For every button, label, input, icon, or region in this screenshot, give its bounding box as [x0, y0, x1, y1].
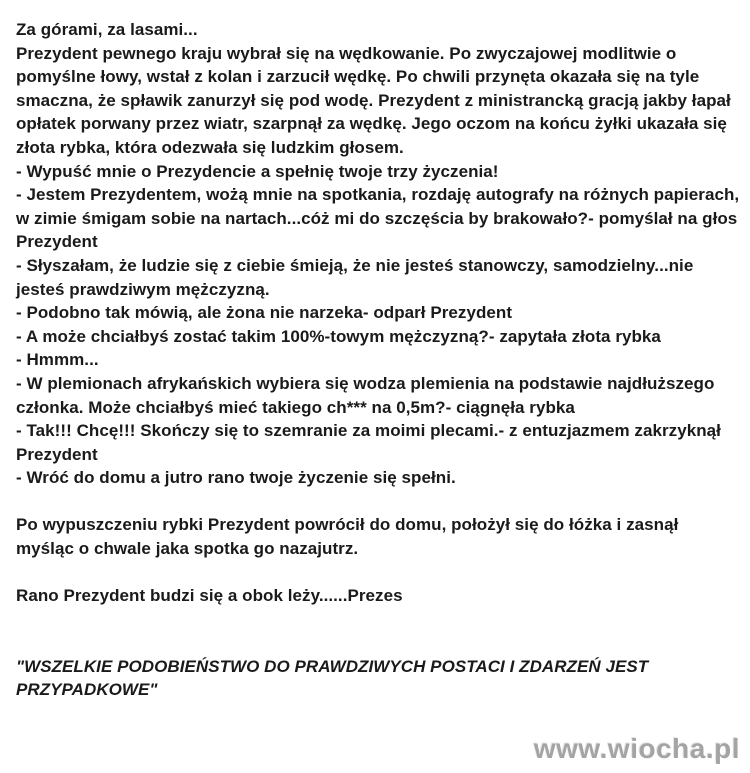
dialogue-line: - W plemionach afrykańskich wybiera się wodza plemienia na podstawie najdłuższego członka. Może chciałbyś mieć takiego ch*** na 0,5m?- ciągnęła rybka	[16, 373, 715, 417]
joke-text-document	[16, 18, 741, 702]
paragraph-spacer	[16, 608, 741, 655]
dialogue-line: - A może chciałbyś zostać takim 100%-towym mężczyzną?- zapytała złota rybka	[16, 326, 661, 346]
dialogue-line: - Hmmm...	[16, 350, 99, 370]
paragraph-spacer	[16, 490, 741, 514]
dialogue-line: - Tak!!! Chcę!!! Skończy się to szemranie za moimi plecami.- z entuzjazmem zakrzyknął Prezydent	[16, 421, 721, 464]
paragraph-spacer	[16, 561, 741, 585]
story-title: Za górami, za lasami...	[16, 20, 198, 39]
dialogue-line: - Wróć do domu a jutro rano twoje życzenie się spełni.	[16, 468, 456, 488]
site-watermark: www.wiocha.pl	[533, 733, 740, 764]
dialogue-line: - Podobno tak mówią, ale żona nie narzeka- odparł Prezydent	[16, 303, 513, 323]
punchline-paragraph: Rano Prezydent budzi się a obok leży......Prezes	[16, 586, 403, 606]
dialogue-line: - Jestem Prezydentem, wożą mnie na spotkania, rozdaję autografy na różnych papierach, w zimie śmigam sobie na nartach...cóż mi do szczęścia by brakowało?- pomyślał na głos Prezydent	[16, 185, 740, 252]
disclaimer-text: "WSZELKIE PODOBIEŃSTWO DO PRAWDZIWYCH POSTACI I ZDARZEŃ JEST PRZYPADKOWE"	[16, 656, 649, 700]
after-release-paragraph: Po wypuszczeniu rybki Prezydent powrócił do domu, położył się do łóżka i zasnął myśląc o chwale jaka spotka go nazajutrz.	[16, 515, 679, 559]
story-intro-paragraph: Prezydent pewnego kraju wybrał się na wędkowanie. Po zwyczajowej modlitwie o pomyślne łowy, wstał z kolan i zarzucił wędkę. Po chwili przynęta okazała się na tyle smaczna, że spławik zanurzył się pod wodę. Prezydent z ministrancką gracją jakby łapał opłatek porwany przez wiatr, szarpnął za wędkę. Jego oczom na końcu żyłki ukazała się złota rybka, która odezwała się ludzkim głosem.	[16, 43, 731, 157]
dialogue-line: - Słyszałam, że ludzie się z ciebie śmieją, że nie jesteś stanowczy, samodzielny...nie jesteś prawdziwym mężczyzną.	[16, 255, 694, 299]
dialogue-line: - Wypuść mnie o Prezydencie a spełnię twoje trzy życzenia!	[16, 161, 499, 181]
